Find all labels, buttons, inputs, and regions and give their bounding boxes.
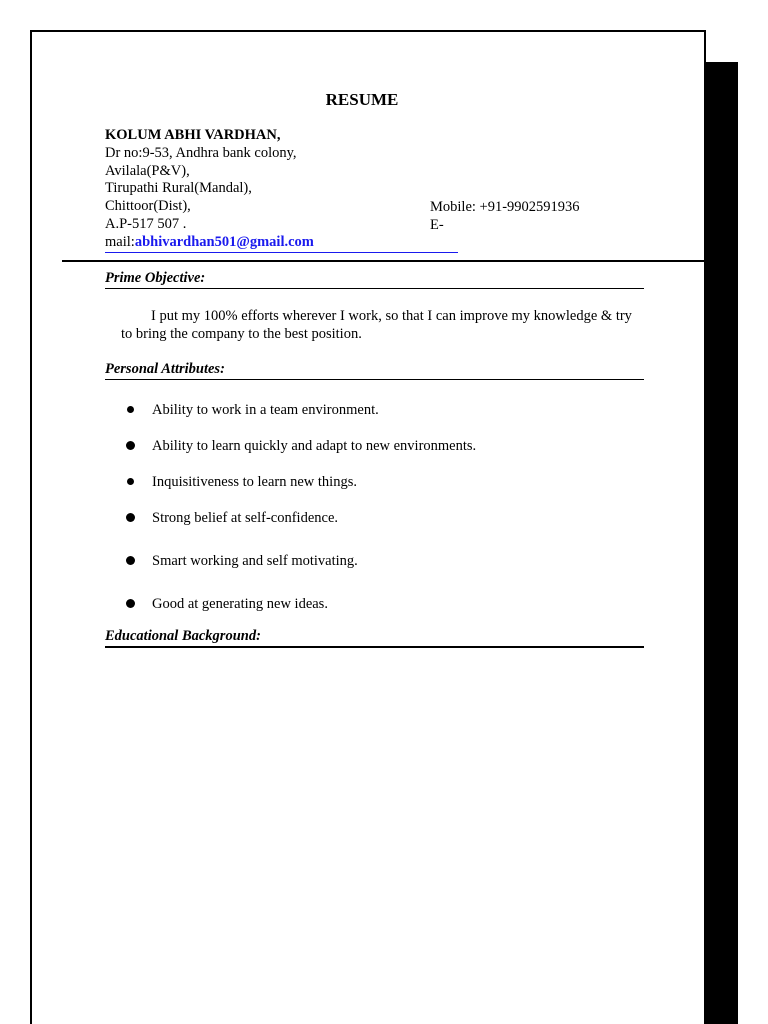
bullet-icon (127, 478, 134, 485)
bullet-icon (127, 406, 134, 413)
bullet-icon (126, 513, 135, 522)
candidate-name: KOLUM ABHI VARDHAN, (105, 127, 281, 143)
address-line: Dr no:9-53, Andhra bank colony, (105, 144, 297, 161)
objective-heading: Prime Objective: (105, 270, 644, 289)
bullet-icon (126, 556, 135, 565)
address-line: Chittoor(Dist), (105, 198, 191, 215)
list-item: Ability to work in a team environment. (127, 401, 379, 419)
header-divider (62, 260, 704, 262)
page-shadow (706, 62, 738, 1024)
list-item: Smart working and self motivating. (127, 552, 358, 570)
education-heading: Educational Background: (105, 628, 644, 648)
resume-title: RESUME (325, 90, 399, 109)
address-block (105, 127, 297, 234)
email-row (105, 234, 458, 253)
address-line: A.P-517 507 . (105, 215, 187, 232)
bullet-icon (126, 441, 135, 450)
resume-page (30, 30, 706, 1024)
list-item: Ability to learn quickly and adapt to new environments. (127, 437, 476, 455)
mobile-number: Mobile: +91-9902591936 (430, 199, 580, 215)
address-line: Avilala(P&V), (105, 162, 190, 179)
attributes-heading: Personal Attributes: (105, 361, 644, 380)
bullet-icon (126, 599, 135, 608)
email-label-part: mail: (105, 234, 135, 250)
email-link[interactable]: abhivardhan501@gmail.com (134, 234, 314, 250)
contact-block (430, 199, 580, 235)
email-label-part: E- (430, 216, 444, 233)
list-item: Good at generating new ideas. (127, 595, 328, 613)
list-item: Inquisitiveness to learn new things. (127, 473, 357, 491)
address-line: Tirupathi Rural(Mandal), (105, 180, 252, 197)
list-item: Strong belief at self-confidence. (127, 509, 338, 527)
objective-text: I put my 100% efforts wherever I work, so that I can improve my knowledge & try to bring the company to the best position. (121, 308, 632, 342)
